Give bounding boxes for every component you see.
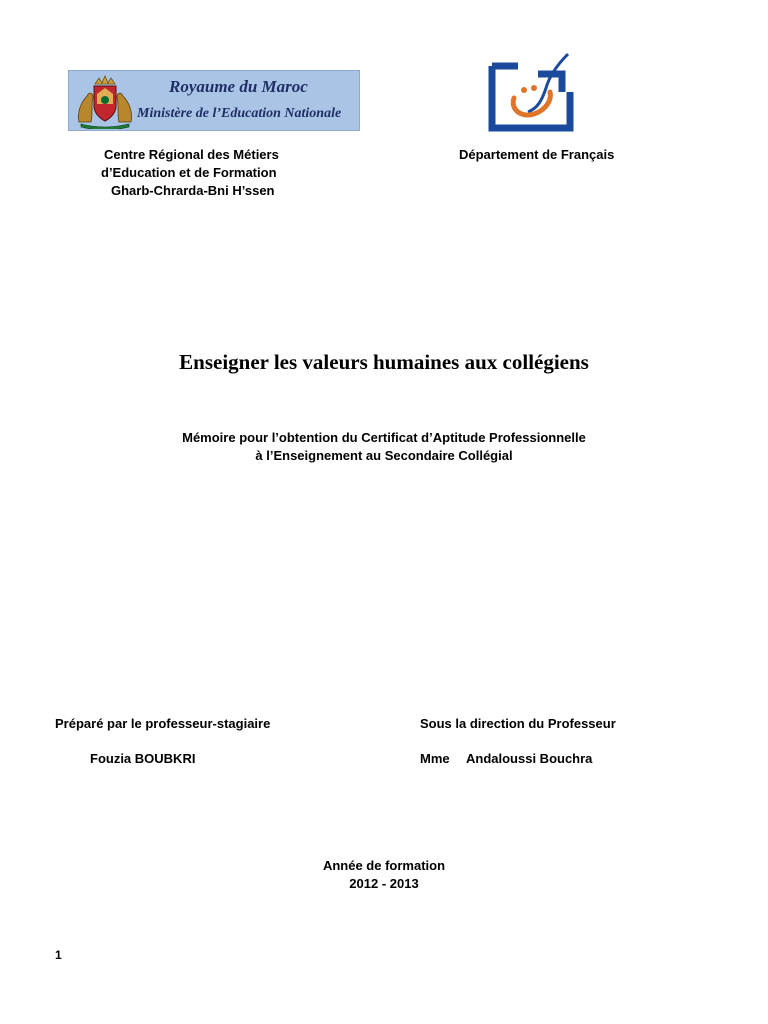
banner-ministry-text: Ministère de l’Education Nationale xyxy=(137,106,342,121)
institution-line-3: Gharb-Chrarda-Bni H’ssen xyxy=(111,183,275,198)
author-name: Fouzia BOUBKRI xyxy=(90,751,196,766)
prepared-by-label: Préparé par le professeur-stagiaire xyxy=(55,716,271,731)
institution-line-2: d’Education et de Formation xyxy=(101,165,277,180)
department-label: Département de Français xyxy=(459,147,615,162)
page-number: 1 xyxy=(55,948,62,962)
year-value: 2012 - 2013 xyxy=(349,876,419,891)
crmef-logo-icon xyxy=(488,52,574,132)
document-title: Enseigner les valeurs humaines aux collégiens xyxy=(179,350,589,374)
supervisor-name: Andaloussi Bouchra xyxy=(466,751,593,766)
subtitle-line-1: Mémoire pour l’obtention du Certificat d’Aptitude Professionnelle xyxy=(182,430,586,445)
morocco-coat-of-arms-icon xyxy=(73,74,137,129)
subtitle-line-2: à l’Enseignement au Secondaire Collégial xyxy=(255,448,513,463)
banner-kingdom-text: Royaume du Maroc xyxy=(169,77,308,96)
year-label: Année de formation xyxy=(322,858,446,873)
ministry-banner xyxy=(68,70,360,131)
supervisor-label: Sous la direction du Professeur xyxy=(420,716,616,731)
supervisor-title: Mme xyxy=(420,751,450,766)
institution-line-1: Centre Régional des Métiers xyxy=(104,147,279,162)
